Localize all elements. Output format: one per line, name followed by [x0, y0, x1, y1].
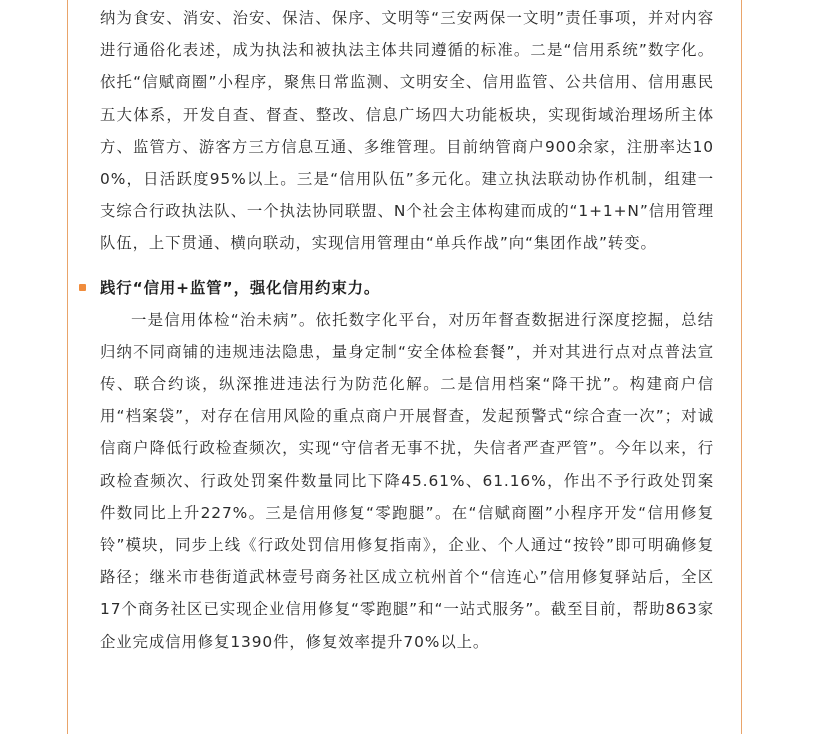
section-two-paragraph: 一是信用体检“治未病”。依托数字化平台，对历年督查数据进行深度挖掘，总结归纳不同商铺的违规违法隐患，量身定制“安全体检套餐”，并对其进行点对点普法宣传、联合约谈，纵深推进违法行为防范化解。二是信用档案“降干扰”。构建商户信用“档案袋”，对存在信用风险的重点商户开展督查，发起预警式“综合查一次”；对诚信商户降低行政检查频次，实现“守信者无事不扰，失信者严查严管”。今年以来，行政检查频次、行政处罚案件数量同比下降45.61%、61.16%，作出不予行政处罚案件数同比上升227%。三是信用修复“零跑腿”。在“信赋商圈”小程序开发“信用修复铃”模块，同步上线《行政处罚信用修复指南》，企业、个人通过“按铃”即可明确修复路径；继米市巷街道武林壹号商务社区成立杭州首个“信连心”信用修复驿站后，全区17个商务社区已实现企业信用修复“零跑腿”和“一站式服务”。截至目前，帮助863家企业完成信用修复1390件，修复效率提升70%以上。: [100, 310, 714, 651]
article-content: [100, 0, 714, 658]
section-two-heading-row: [100, 274, 714, 302]
square-bullet-icon: [79, 284, 86, 291]
section-one-paragraph: 纳为食安、消安、治安、保洁、保序、文明等“三安两保一文明”责任事项，并对内容进行通俗化表述，成为执法和被执法主体共同遵循的标准。二是“信用系统”数字化。依托“信赋商圈”小程序，聚焦日常监测、文明安全、信用监管、公共信用、信用惠民五大体系，开发自查、督查、整改、信息广场四大功能板块，实现街域治理场所主体方、监管方、游客方三方信息互通、多维管理。目前纳管商户900余家，注册率达100%，日活跃度95%以上。三是“信用队伍”多元化。建立执法联动协作机制，组建一支综合行政执法队、一个执法协同联盟、N个社会主体构建而成的“1+1+N”信用管理队伍，上下贯通、横向联动，实现信用管理由“单兵作战”向“集团作战”转变。: [100, 9, 714, 253]
section-two-heading: 践行“信用+监管”，强化信用约束力。: [100, 278, 381, 297]
